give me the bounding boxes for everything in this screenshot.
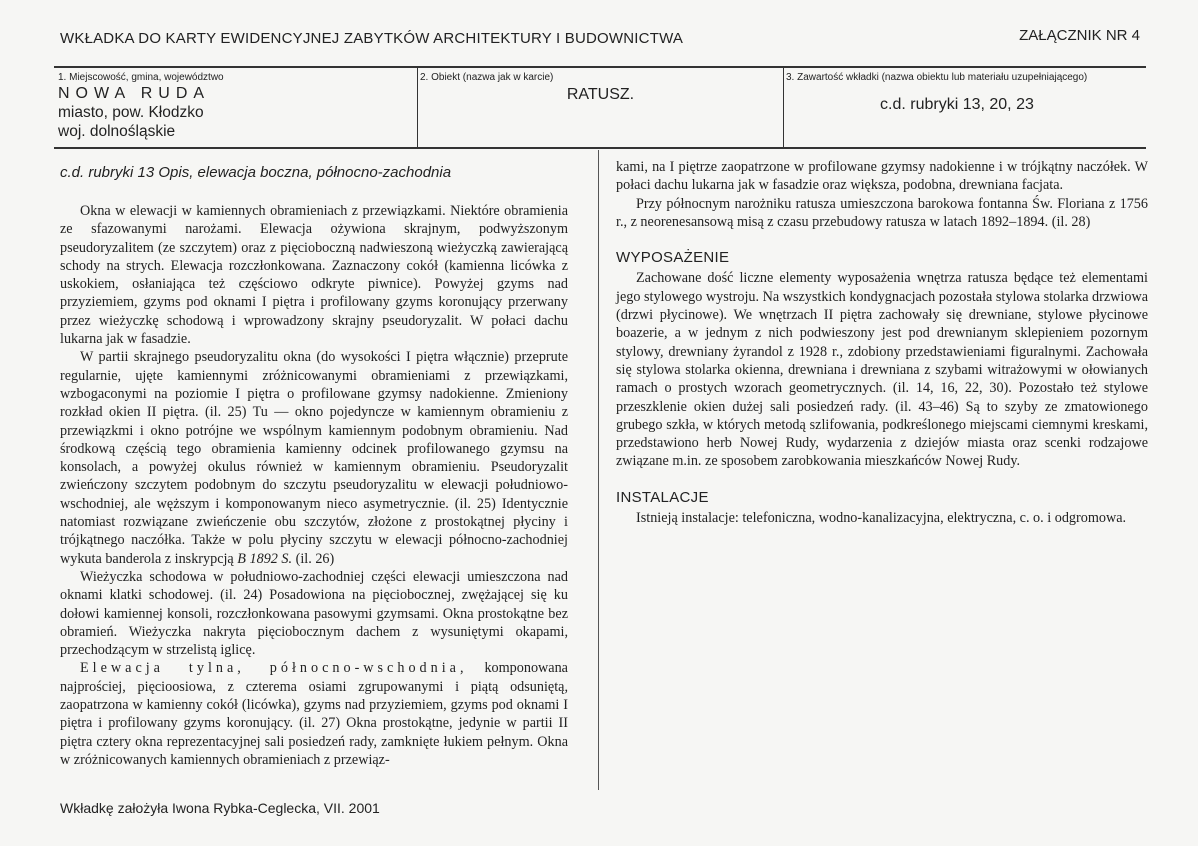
column-divider — [598, 150, 599, 790]
section-title: c.d. rubryki 13 Opis, elewacja boczna, północno-zachodnia — [60, 164, 452, 181]
inscription: B 1892 S. — [237, 550, 293, 567]
heading-installations: INSTALACJE — [616, 488, 709, 506]
paragraph-rear-elevation — [60, 659, 568, 769]
rear-elevation-text: , komponowana najprościej, pięcioosiowa, z czterema osiami zgrupowanymi i piątą odsuniętą, zaopatrzona w kamienny cokół (licówka), gzyms nad przyziemiem, gzyms pod oknami I piętra i profilowany gzyms koronujący. (il. 27) Okna prostokątne, jedynie w partii II piętra cztery okna reprezentacyjnej sali posiedzeń rady, zamknięte łukiem pełnym. Okna w zróżnicowanych kamiennych obramieniach z przewiąz- — [60, 660, 568, 768]
object-label: 2. Obiekt (nazwa jak w karcie) — [420, 72, 554, 83]
left-column — [60, 202, 568, 769]
right-column — [616, 158, 1148, 527]
contents-label: 3. Zawartość wkładki (nazwa obiektu lub materiału uzupełniającego) — [786, 72, 1088, 83]
paragraph-installations: Istnieją instalacje: telefoniczna, wodno-kanalizacyjna, elektryczna, c. o. i odgromowa. — [636, 510, 1127, 527]
document-title: WKŁADKA DO KARTY EWIDENCYJNEJ ZABYTKÓW ARCHITEKTURY I BUDOWNICTWA — [60, 30, 684, 47]
location-voivodeship: woj. dolnośląskie — [58, 123, 176, 140]
rear-elevation-title: Elewacja tylna, północno-wschodnia — [80, 660, 460, 677]
paragraph-equipment: Zachowane dość liczne elementy wyposażenia wnętrza ratusza będące też elementami jego stylowego wystroju. Na wszystkich kondygnacjach pozostała stylowa stolarka drzwiowa (drzwi płycinowe). We wnętrzach II piętra zachowały się drewniane, stylowe płycinowe boazerie, a w jednym z nich podwieszony jest pod drewnianym sklepieniem pozornym stylowy, drewniany żyrandol z 1928 r., zdobiony przedstawieniami figuralnymi. Zachowała się stylowa stolarka okienna, drewniana i drewniana z szybami witrażowymi w ołowianych ramach o prostych wzorach geometrycznych. (il. 14, 16, 22, 30). Pozostało też stylowe przeszklenie okien dużej sali posiedzeń rady. (il. 43–46) Są to szyby ze zmatowionego grubego szkła, w których metodą szlifowania, podkreślonego miejscami ciemnymi kreskami, przedstawiono herb Nowej Rudy, wydarzenia z dziejów miasta oraz scenki rodzajowe związane m.in. ze sposobem zarobkowania mieszkańców Nowej Rudy. — [616, 270, 1148, 470]
location-city: NOWA RUDA — [58, 85, 211, 102]
paragraph-tower: Wieżyczka schodowa w południowo-zachodniej części elewacji umieszczona nad oknami klatki schodowej. (il. 24) Posadowiona na pięciobocznej, zwężającej się ku dołowi kamiennej konsoli, rozczłonkowana pasowymi gzymsami. Okna prostokątne bez obramień. Wieżyczka nakryta pięciobocznym dachem z wysuniętymi okapami, przechodzącym w strzelistą iglicę. — [60, 568, 568, 659]
location-county: miasto, pow. Kłodzko — [58, 104, 204, 121]
info-table — [54, 66, 1146, 149]
paragraph-windows: Okna w elewacji w kamiennych obramieniach z przewiązkami. Niektóre obramienia ze sfazowanymi narożami. Elewacja ożywiona skrajnym, podwyższonym pseudoryzalitem (ze szczytem) oraz z pięcioboczną nadwieszoną wieżyczką zawierającą schody na strych. Elewacja rozczłonkowana. Zaznaczony cokół (kamienna licówka z uskokiem, osłaniająca też częściowo odkryte piwnice). Powyżej gzyms nad przyziemiem, gzyms pod oknami I piętra i profilowany gzyms koronujący przerwany przez wieżyczkę schodową i wprowadzony skrajny pseudoryzalit. W połaci dachu lukarna jak w fasadzie. — [60, 203, 568, 348]
heading-equipment: WYPOSAŻENIE — [616, 249, 730, 267]
contents-value: c.d. rubryki 13, 20, 23 — [880, 96, 1034, 113]
footer-author: Wkładkę założyła Iwona Rybka-Ceglecka, VII. 2001 — [60, 800, 380, 816]
annex-number: ZAŁĄCZNIK NR 4 — [1019, 27, 1140, 44]
location-label: 1. Miejscowość, gmina, województwo — [58, 72, 224, 83]
object-cell — [418, 68, 784, 147]
contents-cell — [784, 68, 1146, 147]
paragraph-pseudoryzalit — [60, 348, 568, 568]
object-name: RATUSZ. — [566, 86, 635, 103]
paragraph-fountain: Przy północnym narożniku ratusza umieszczona barokowa fontanna Św. Floriana z 1756 r., z neorenesansową misą z czasu przebudowy ratusza w latach 1892–1894. (il. 28) — [616, 195, 1148, 230]
paragraph-pseudoryzalit-ref: (il. 26) — [292, 550, 335, 567]
location-cell — [54, 68, 418, 147]
paragraph-continuation: kami, na I piętrze zaopatrzone w profilowane gzymsy nadokienne i w trójkątny naczółek. W połaci dachu lukarna jak w fasadzie oraz większa, podobna, drewniana facjata. — [616, 159, 1148, 194]
paragraph-pseudoryzalit-text: W partii skrajnego pseudoryzalitu okna (do wysokości I piętra włącznie) przeprute regularnie, ujęte kamiennymi zróżnicowanymi obramieniami z przewiązkami, wzbogaconymi na poziomie I piętra o profilowane gzymsy nadokienne. Zmieniony rozkład okien II piętra. (il. 25) Tu — okno pojedyncze w kamiennym obramieniu z przewiązkmi i okno potrójne we wspólnym kamiennym podobnym obramieniu. Nad środkową częścią tego obramienia kamienny odcinek profilowanego gzymsu na konsolach, a powyżej okulus również w kamiennym obramieniu. Pseudoryzalit zwieńczony szczytem podobnym do szczytu pseudoryzalitu w elewacji południowo-wschodniej, ale węższym i komponowanym nieco asymetrycznie. (il. 25) Identycznie natomiast rozwiązane zwieńczenie obu szczytów, złożone z prostokątnej płyciny i trójkątnego naczółka. Także w polu płyciny szczytu w elewacji północno-zachodniej wykuta banderola z inskrypcją — [60, 349, 568, 567]
